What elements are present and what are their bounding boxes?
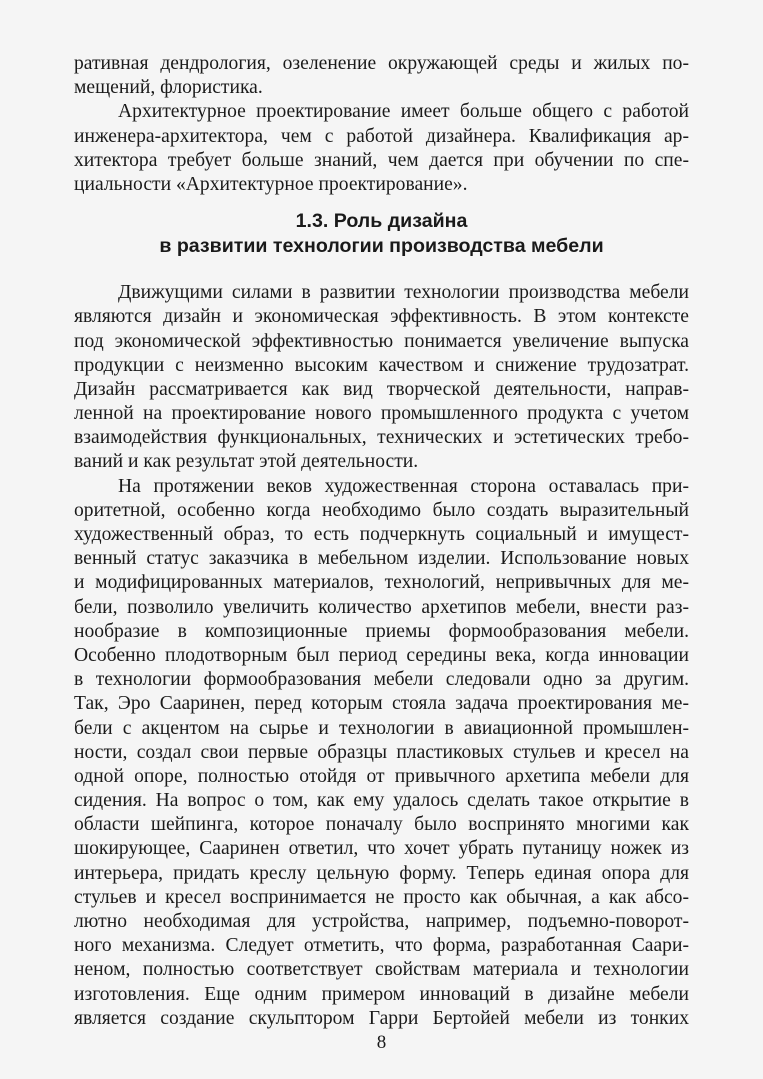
section-heading <box>74 209 689 259</box>
text-line: нообразие в композиционные приемы формообразования мебели. <box>74 620 689 642</box>
text-line: продукции с неизменно высоким качеством и снижение трудозатрат. <box>74 354 689 376</box>
text-line: и модифицированных материалов, технологий, непривычных для ме- <box>74 572 689 594</box>
text-line: является создание скульптором Гарри Бертойей мебели из тонких <box>74 1007 689 1029</box>
text-line: ленной на проектирование нового промышленного продукта с учетом <box>74 403 689 425</box>
heading-line: 1.3. Роль дизайна <box>295 210 468 233</box>
text-line: области шейпинга, которое поначалу было воспринято многими как <box>74 814 689 836</box>
paragraph <box>74 475 689 1031</box>
text-line: шокирующее, Сааринен ответил, что хочет убрать путаницу ножек из <box>74 838 689 860</box>
text-line: ного механизма. Следует отметить, что форма, разработанная Саари- <box>74 935 689 957</box>
text-line: интерьера, придать креслу цельную форму. Теперь единая опора для <box>74 862 689 884</box>
text-line: взаимодействия функциональных, технических и эстетических требо- <box>74 427 689 449</box>
text-line: в технологии формообразования мебели следовали одно за другим. <box>74 669 689 691</box>
text-line: мещений, флористика. <box>74 77 263 99</box>
text-line: венный статус заказчика в мебельном изделии. Использование новых <box>74 548 689 570</box>
text-line: На протяжении веков художественная сторона оставалась при- <box>118 475 689 497</box>
text-line: лютно необходимая для устройства, например, подъемно-поворот- <box>74 911 689 932</box>
text-line: стульев и кресел воспринимается не просто как обычная, а как абсо- <box>74 886 689 908</box>
text-line: являются дизайн и экономическая эффективность. В этом контексте <box>74 306 689 328</box>
text-line: ности, создал свои первые образцы пластиковых стульев и кресел на <box>74 741 689 763</box>
text-line: Так, Эро Сааринен, перед которым стояла задача проектирования ме- <box>74 693 689 715</box>
paragraph <box>74 100 689 197</box>
text-line: Дизайн рассматривается как вид творческой деятельности, направ- <box>74 378 689 400</box>
text-line: Движущими силами в развитии технологии производства мебели <box>118 282 689 304</box>
text-line: художественный образ, то есть подчеркнуть социальный и имущест- <box>74 524 689 545</box>
text-line: ваний и как результат этой деятельности. <box>74 451 419 473</box>
text-line: Архитектурное проектирование имеет больше общего с работой <box>118 101 689 123</box>
text-line: бели, позволило увеличить количество архетипов мебели, внести раз- <box>74 596 689 618</box>
text-line: сидения. На вопрос о том, как ему удалось сделать такое открытие в <box>74 790 689 812</box>
paragraph <box>74 281 689 475</box>
text-line: циальности «Архитектурное проектирование». <box>74 173 468 195</box>
text-line: бели с акцентом на сырье и технологии в авиационной промышлен- <box>74 717 689 739</box>
text-line: одной опоре, полностью отойдя от привычного архетипа мебели для <box>74 765 689 787</box>
paragraph <box>74 52 689 100</box>
page-number: 8 <box>376 1032 387 1053</box>
text-line: Особенно плодотворным был период середины века, когда инновации <box>74 644 689 666</box>
heading-line: в развитии технологии производства мебели <box>159 235 604 258</box>
text-line: инженера-архитектора, чем с работой дизайнера. Квалификация ар- <box>74 125 689 147</box>
text-line: ративная дендрология, озеленение окружающей среды и жилых по- <box>74 53 689 74</box>
document-page <box>74 52 689 1031</box>
text-line: хитектора требует больше знаний, чем дается при обучении по спе- <box>74 149 689 171</box>
text-line: под экономической эффективностью понимается увеличение выпуска <box>74 330 689 352</box>
text-line: оритетной, особенно когда необходимо было создать выразительный <box>74 499 689 521</box>
text-line: изготовления. Еще одним примером инноваций в дизайне мебели <box>74 983 689 1005</box>
text-line: неном, полностью соответствует свойствам материала и технологии <box>74 959 689 981</box>
